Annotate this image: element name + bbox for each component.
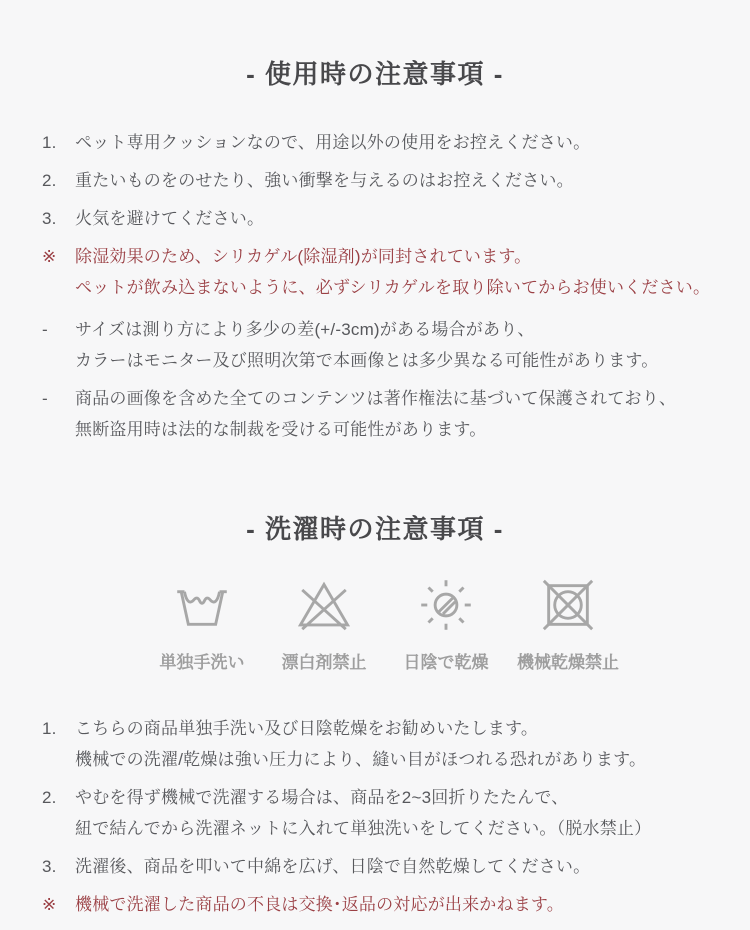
laundry-icon-cell: [385, 576, 507, 673]
item-marker: 1.: [42, 719, 57, 738]
item-line: 洗濯後、商品を叩いて中綿を広げ、日陰で自然乾燥してください。: [75, 857, 591, 876]
item-line: 機械で洗濯した商品の不良は交換･返品の対応が出来かねます。: [75, 895, 564, 914]
item-line: 紐で結んでから洗濯ネットに入れて単独洗いをしてください。（脱水禁止）: [75, 819, 652, 838]
care-list-item: [42, 851, 714, 882]
no-tumble-dry-label: 機械乾燥禁止: [517, 653, 619, 672]
care-list-item: [42, 203, 714, 234]
item-lines: [75, 165, 714, 196]
care-list-item: [42, 241, 714, 303]
care-list-item: [42, 165, 714, 196]
item-line: サイズは測り方により多少の差(+/-3cm)がある場合があり、: [75, 320, 535, 339]
washing-section-title: - 洗濯時の注意事項 -: [246, 514, 504, 544]
item-lines: [75, 314, 714, 376]
no-tumble-dry-icon: [539, 576, 597, 639]
washing-section: [0, 509, 750, 920]
item-marker: ※: [42, 247, 57, 266]
item-line: こちらの商品単独手洗い及び日陰乾燥をお勧めいたします。: [75, 719, 539, 738]
item-line: ペット専用クッションなので、用途以外の使用をお控えください。: [75, 133, 591, 152]
item-lines: [75, 203, 714, 234]
item-marker: -: [42, 320, 48, 339]
shade-dry-icon: [417, 576, 475, 639]
item-line: 重たいものをのせたり、強い衝撃を与えるのはお控えください。: [75, 171, 574, 190]
laundry-icons-row: [0, 576, 750, 673]
item-marker: ※: [42, 895, 57, 914]
item-marker: 3.: [42, 857, 57, 876]
item-line: 機械での洗濯/乾燥は強い圧力により、縫い目がほつれる恐れがあります。: [75, 750, 647, 769]
laundry-icon-cell: [507, 576, 629, 673]
item-line: 除湿効果のため、シリカゲル(除湿剤)が同封されています。: [75, 247, 532, 266]
usage-section: [0, 0, 750, 445]
laundry-icon-cell: [263, 576, 385, 673]
item-marker: 2.: [42, 171, 57, 190]
care-list-item: [42, 889, 714, 920]
item-marker: -: [42, 389, 48, 408]
item-lines: [75, 713, 714, 775]
item-marker: 1.: [42, 133, 57, 152]
item-line: 無断盗用時は法的な制裁を受ける可能性があります。: [75, 420, 487, 439]
usage-section-title: - 使用時の注意事項 -: [246, 59, 504, 89]
hand-wash-label: 単独手洗い: [159, 653, 245, 672]
item-line: カラーはモニター及び照明次第で本画像とは多少異なる可能性があります。: [75, 351, 659, 370]
care-list-item: [42, 713, 714, 775]
laundry-icon-cell: [141, 576, 263, 673]
usage-precautions-list: [0, 127, 750, 445]
item-line: 商品の画像を含めた全てのコンテンツは著作権法に基づいて保護されており、: [75, 389, 677, 408]
item-lines: [75, 782, 714, 844]
item-lines: [75, 383, 714, 445]
care-list-item: [42, 314, 714, 376]
washing-precautions-list: [0, 713, 750, 920]
shade-dry-label: 日陰で乾燥: [403, 653, 489, 672]
no-bleach-label: 漂白剤禁止: [281, 653, 367, 672]
item-lines: [75, 127, 714, 158]
item-line: やむを得ず機械で洗濯する場合は、商品を2~3回折りたたんで、: [75, 788, 569, 807]
care-list-item: [42, 127, 714, 158]
item-lines: [75, 889, 714, 920]
item-line: 火気を避けてください。: [75, 209, 265, 228]
item-lines: [75, 241, 714, 303]
care-list-item: [42, 383, 714, 445]
item-line: ペットが飲み込まないように、必ずシリカゲルを取り除いてからお使いください。: [75, 278, 711, 297]
no-bleach-icon: [295, 576, 353, 639]
item-marker: 2.: [42, 788, 57, 807]
hand-wash-icon: [173, 576, 231, 639]
care-list-item: [42, 782, 714, 844]
item-marker: 3.: [42, 209, 57, 228]
item-lines: [75, 851, 714, 882]
